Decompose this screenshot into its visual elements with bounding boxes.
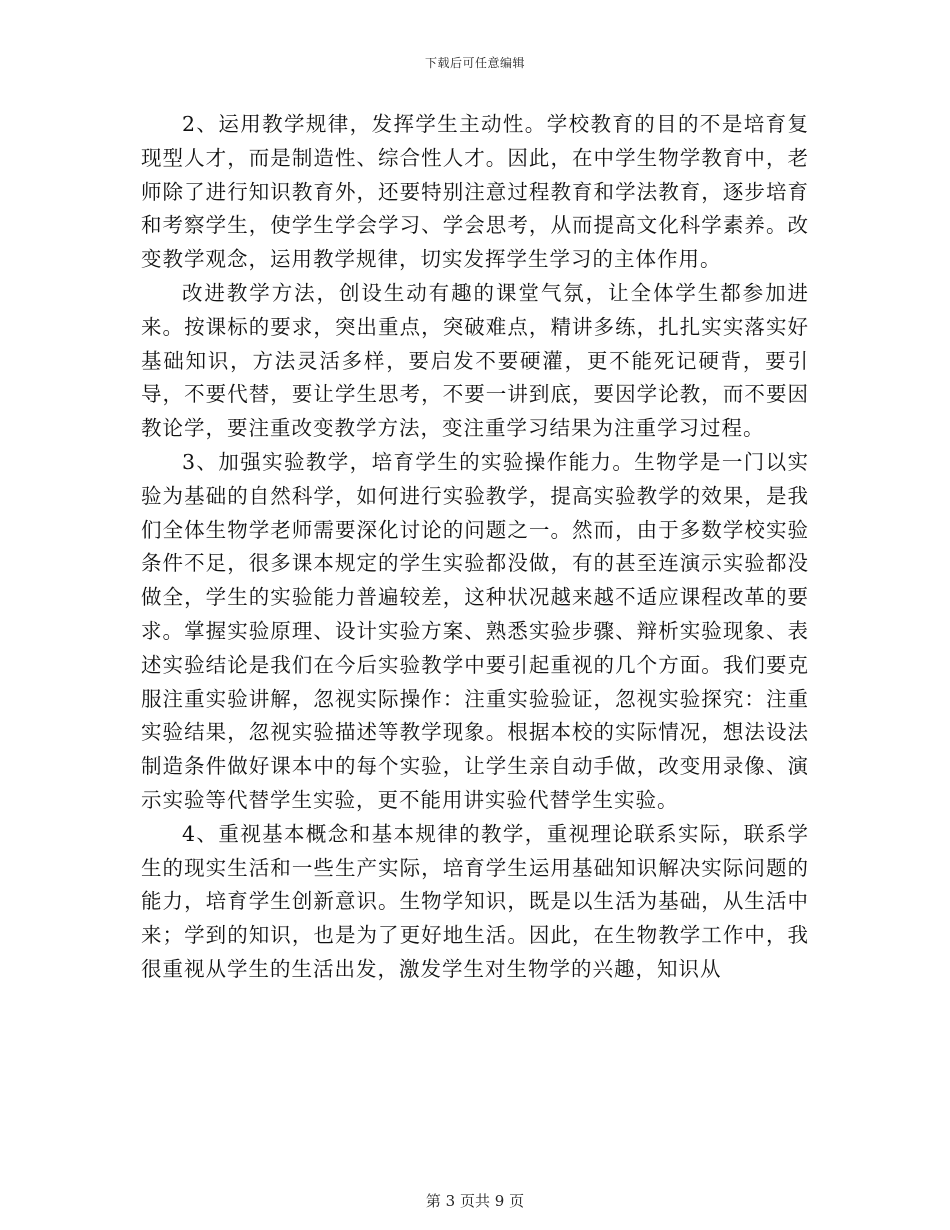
document-body <box>141 108 809 1138</box>
paragraph-3: 3、加强实验教学，培育学生的实验操作能力。生物学是一门以实验为基础的自然科学，如何进行实验教学，提高实验教学的效果，是我们全体生物学老师需要深化讨论的问题之一。然而，由于多数学校实验条件不足，很多课本规定的学生实验都没做，有的甚至连演示实验都没做全，学生的实验能力普遍较差，这种状况越来越不适应课程改革的要求。掌握实验原理、设计实验方案、熟悉实验步骤、辩析实验现象、表述实验结论是我们在今后实验教学中要引起重视的几个方面。我们要克服注重实验讲解，忽视实际操作：注重实验验证，忽视实验探究：注重实验结果，忽视实验描述等教学现象。根据本校的实际情况，想法设法制造条件做好课本中的每个实验，让学生亲自动手做，改变用录像、演示实验等代替学生实验，更不能用讲实验代替学生实验。 <box>141 449 809 812</box>
page-footer: 第 3 页共 9 页 <box>425 1192 525 1210</box>
page-header: 下载后可任意编辑 <box>424 56 525 70</box>
paragraph-4: 4、重视基本概念和基本规律的教学，重视理论联系实际，联系学生的现实生活和一些生产实际，培育学生运用基础知识解决实际问题的能力，培育学生创新意识。生物学知识，既是以生活为基础，从生活中来；学到的知识，也是为了更好地生活。因此，在生物教学工作中，我很重视从学生的生活出发，激发学生对生物学的兴趣，知识从 <box>141 821 809 981</box>
paragraph-1: 2、运用教学规律，发挥学生主动性。学校教育的目的不是培育复现型人才，而是制造性、综合性人才。因此，在中学生物学教育中，老师除了进行知识教育外，还要特别注意过程教育和学法教育，逐步培育和考察学生，使学生学会学习、学会思考，从而提高文化科学素养。改变教学观念，运用教学规律，切实发挥学生学习的主体作用。 <box>141 112 809 272</box>
paragraph-2: 改进教学方法，创设生动有趣的课堂气氛，让全体学生都参加进来。按课标的要求，突出重点，突破难点，精讲多练，扎扎实实落实好基础知识，方法灵活多样，要启发不要硬灌，更不能死记硬背，要引导，不要代替，要让学生思考，不要一讲到底，要因学论教，而不要因教论学，要注重改变教学方法，变注重学习结果为注重学习过程。 <box>141 280 809 441</box>
